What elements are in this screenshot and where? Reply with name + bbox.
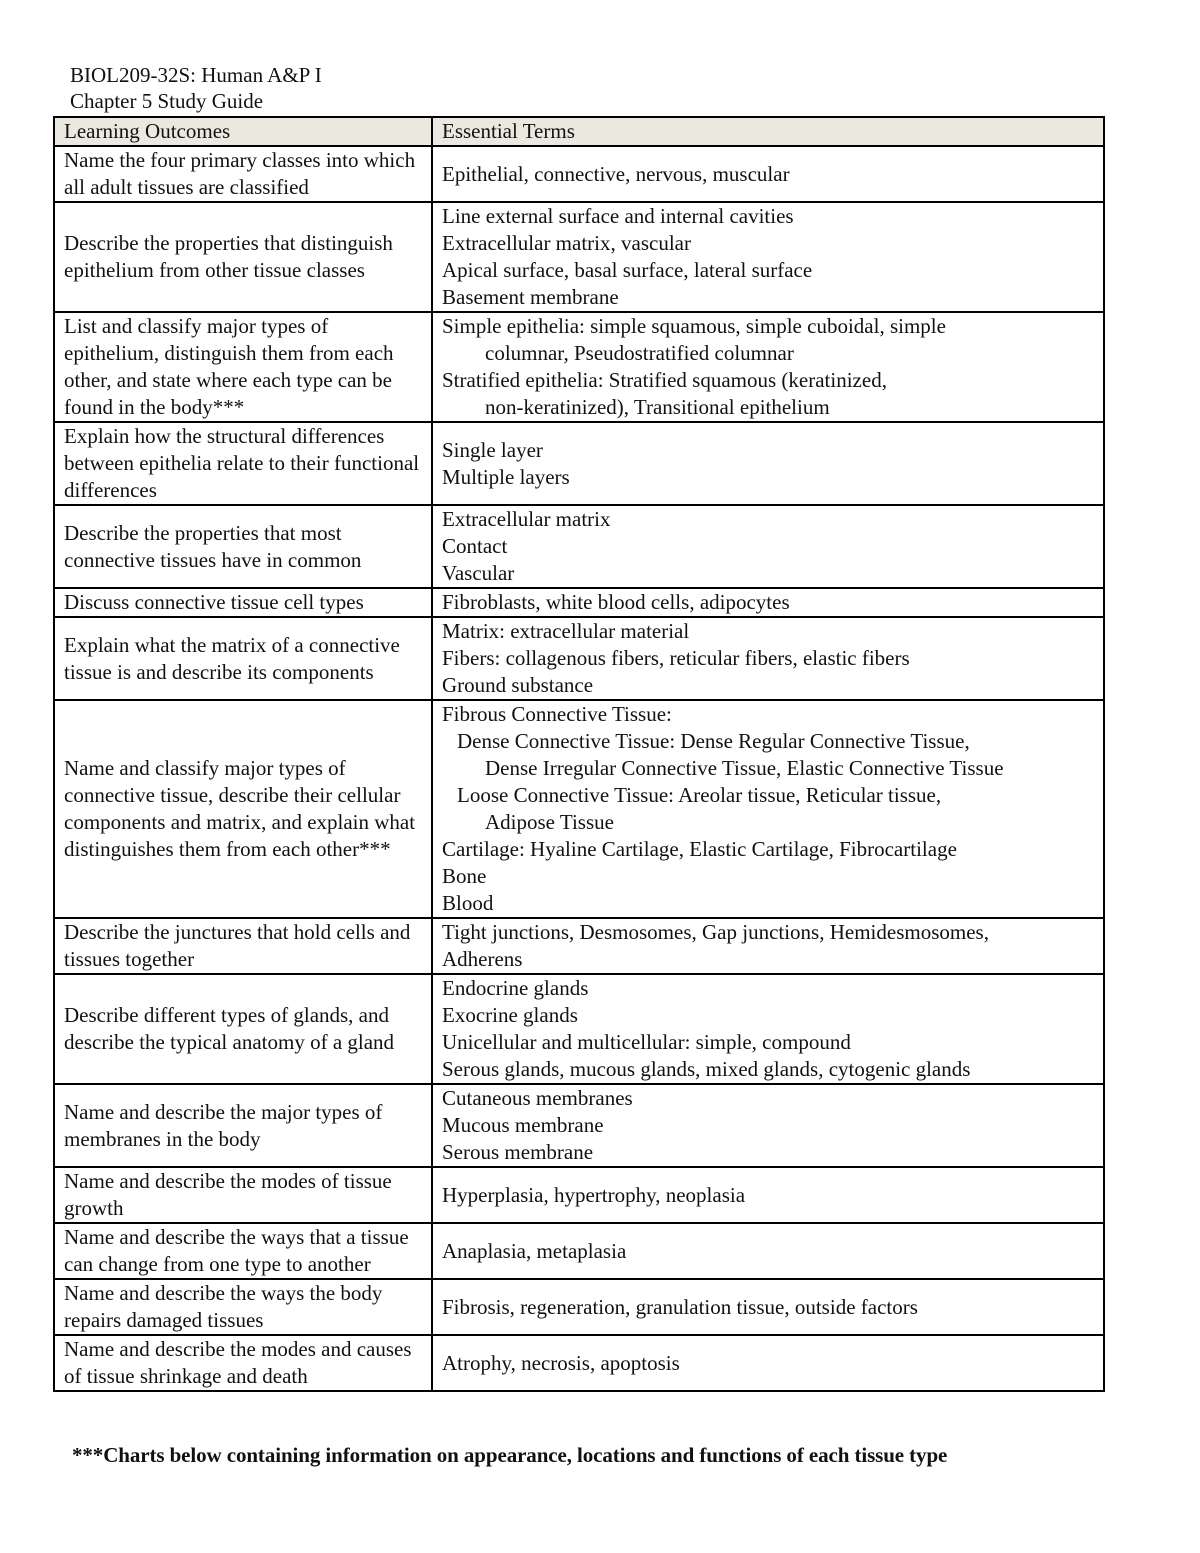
essential-terms-cell bbox=[432, 617, 1104, 700]
table-row bbox=[54, 617, 1104, 700]
table-header-row bbox=[54, 117, 1104, 146]
term-line: Unicellular and multicellular: simple, compound bbox=[442, 1030, 851, 1054]
learning-outcome-cell: Describe the properties that most connective tissues have in common bbox=[54, 505, 432, 588]
table-row bbox=[54, 588, 1104, 617]
term-line: columnar, Pseudostratified columnar bbox=[485, 341, 794, 365]
term-line: Simple epithelia: simple squamous, simple cuboidal, simple bbox=[442, 314, 946, 338]
table-row bbox=[54, 202, 1104, 312]
essential-terms-cell bbox=[432, 1084, 1104, 1167]
term-line: Hyperplasia, hypertrophy, neoplasia bbox=[442, 1182, 746, 1207]
essential-terms-cell bbox=[432, 422, 1104, 505]
term-line: Basement membrane bbox=[442, 285, 619, 309]
learning-outcome-cell: Describe the junctures that hold cells and tissues together bbox=[54, 918, 432, 974]
term-line: Apical surface, basal surface, lateral surface bbox=[442, 258, 813, 282]
term-line: Fibers: collagenous fibers, reticular fibers, elastic fibers bbox=[442, 646, 910, 670]
term-line: Exocrine glands bbox=[442, 1003, 578, 1027]
table-body bbox=[54, 146, 1104, 1391]
term-line: Single layer bbox=[442, 437, 543, 462]
document-header bbox=[70, 62, 322, 114]
term-line: Serous glands, mucous glands, mixed glands, cytogenic glands bbox=[442, 1057, 971, 1081]
term-line: Fibrous Connective Tissue: bbox=[442, 702, 672, 726]
table-row bbox=[54, 312, 1104, 422]
term-line: Adipose Tissue bbox=[485, 810, 614, 834]
table-row bbox=[54, 1223, 1104, 1279]
essential-terms-cell bbox=[432, 1335, 1104, 1391]
table-row bbox=[54, 1335, 1104, 1391]
term-line: non-keratinized), Transitional epithelium bbox=[485, 395, 830, 419]
term-line: Loose Connective Tissue: Areolar tissue, Reticular tissue, bbox=[457, 783, 942, 807]
term-line: Anaplasia, metaplasia bbox=[442, 1238, 627, 1263]
term-line: Serous membrane bbox=[442, 1140, 594, 1164]
term-line: Endocrine glands bbox=[442, 976, 589, 1000]
essential-terms-cell bbox=[432, 700, 1104, 918]
essential-terms-cell bbox=[432, 202, 1104, 312]
term-line: Stratified epithelia: Stratified squamous (keratinized, bbox=[442, 368, 887, 392]
learning-outcome-cell: Describe the properties that distinguish epithelium from other tissue classes bbox=[54, 202, 432, 312]
term-line: Epithelial, connective, nervous, muscular bbox=[442, 161, 790, 186]
learning-outcome-cell: Name and describe the modes of tissue growth bbox=[54, 1167, 432, 1223]
table-row bbox=[54, 974, 1104, 1084]
learning-outcome-cell: Explain how the structural differences between epithelia relate to their functional differences bbox=[54, 422, 432, 505]
table-row bbox=[54, 422, 1104, 505]
essential-terms-cell bbox=[432, 1223, 1104, 1279]
term-line: Extracellular matrix, vascular bbox=[442, 231, 691, 255]
term-line: Vascular bbox=[442, 561, 515, 585]
term-line: Atrophy, necrosis, apoptosis bbox=[442, 1350, 680, 1375]
term-line: Fibroblasts, white blood cells, adipocytes bbox=[442, 590, 790, 614]
table-row bbox=[54, 1167, 1104, 1223]
study-guide-table bbox=[53, 116, 1105, 1392]
essential-terms-cell bbox=[432, 312, 1104, 422]
term-line: Blood bbox=[442, 891, 494, 915]
term-line: Cutaneous membranes bbox=[442, 1086, 633, 1110]
term-line: Adherens bbox=[442, 947, 523, 971]
learning-outcome-cell: Name and describe the modes and causes of tissue shrinkage and death bbox=[54, 1335, 432, 1391]
learning-outcome-cell: Name the four primary classes into which all adult tissues are classified bbox=[54, 146, 432, 202]
essential-terms-cell bbox=[432, 588, 1104, 617]
term-line: Mucous membrane bbox=[442, 1113, 604, 1137]
table-row bbox=[54, 505, 1104, 588]
learning-outcome-cell: Name and describe the ways the body repairs damaged tissues bbox=[54, 1279, 432, 1335]
course-title: BIOL209-32S: Human A&P I bbox=[70, 63, 322, 87]
term-line: Line external surface and internal cavities bbox=[442, 204, 794, 228]
learning-outcome-cell: Discuss connective tissue cell types bbox=[54, 588, 432, 617]
essential-terms-cell bbox=[432, 1279, 1104, 1335]
essential-terms-cell bbox=[432, 974, 1104, 1084]
term-line: Bone bbox=[442, 864, 487, 888]
table-row bbox=[54, 1279, 1104, 1335]
learning-outcome-cell: Explain what the matrix of a connective tissue is and describe its components bbox=[54, 617, 432, 700]
essential-terms-cell bbox=[432, 1167, 1104, 1223]
term-line: Contact bbox=[442, 534, 508, 558]
learning-outcome-cell: Name and classify major types of connective tissue, describe their cellular components and matrix, and explain what distinguishes them from each other*** bbox=[54, 700, 432, 918]
header-essential-terms: Essential Terms bbox=[432, 117, 1104, 146]
learning-outcome-cell: Name and describe the major types of membranes in the body bbox=[54, 1084, 432, 1167]
term-line: Cartilage: Hyaline Cartilage, Elastic Cartilage, Fibrocartilage bbox=[442, 837, 957, 861]
learning-outcome-cell: List and classify major types of epithelium, distinguish them from each other, and state where each type can be found in the body*** bbox=[54, 312, 432, 422]
table-row bbox=[54, 1084, 1104, 1167]
term-line: Fibrosis, regeneration, granulation tissue, outside factors bbox=[442, 1294, 918, 1319]
header-learning-outcomes: Learning Outcomes bbox=[54, 117, 432, 146]
term-line: Ground substance bbox=[442, 673, 594, 697]
essential-terms-cell bbox=[432, 505, 1104, 588]
table-row bbox=[54, 700, 1104, 918]
learning-outcome-cell: Name and describe the ways that a tissue can change from one type to another bbox=[54, 1223, 432, 1279]
learning-outcome-cell: Describe different types of glands, and describe the typical anatomy of a gland bbox=[54, 974, 432, 1084]
term-line: Dense Connective Tissue: Dense Regular Connective Tissue, bbox=[457, 729, 970, 753]
term-line: Extracellular matrix bbox=[442, 507, 611, 531]
table-row bbox=[54, 146, 1104, 202]
term-line: Matrix: extracellular material bbox=[442, 619, 690, 643]
essential-terms-cell bbox=[432, 146, 1104, 202]
term-line: Tight junctions, Desmosomes, Gap junctions, Hemidesmosomes, bbox=[442, 920, 989, 944]
term-line: Multiple layers bbox=[442, 464, 570, 489]
term-line: Dense Irregular Connective Tissue, Elastic Connective Tissue bbox=[485, 756, 1004, 780]
study-guide-title: Chapter 5 Study Guide bbox=[70, 89, 264, 113]
footnote: ***Charts below containing information on appearance, locations and functions of each tissue type bbox=[72, 1443, 948, 1467]
table-row bbox=[54, 918, 1104, 974]
essential-terms-cell bbox=[432, 918, 1104, 974]
